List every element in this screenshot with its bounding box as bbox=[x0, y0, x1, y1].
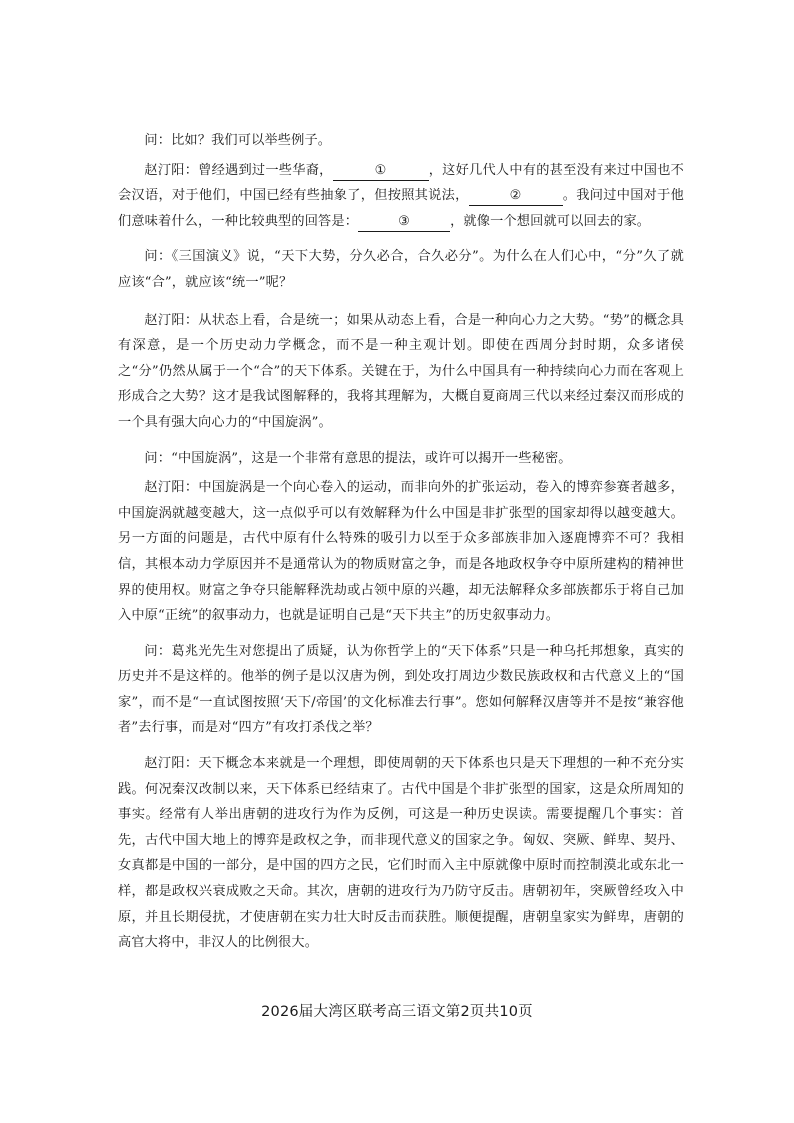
answer-paragraph: 赵汀阳：从状态上看，合是统一；如果从动态上看，合是一种向心力之大势。“势”的概念具有深意，是一个历史动力学概念，而不是一种主观计划。即使在西周分封时期，众多诸侯之“分”仍然从属于一个“合”的天下体系。关键在于，为什么中国具有一种持续向心力而在客观上形成合之大势？这才是我试图解释的，我将其理解为，大概自夏商周三代以来经过秦汉而形成的一个具有强大向心力的“中国旋涡”。 bbox=[118, 312, 684, 430]
page-footer: 2026届大湾区联考高三语文第2页共10页 bbox=[261, 1004, 533, 1020]
blank-1[interactable]: ① bbox=[333, 162, 429, 181]
answer-paragraph: 赵汀阳：天下概念本来就是一个理想，即使周朝的天下体系也只是天下理想的一种不充分实践。何况秦汉改制以来，天下体系已经结束了。古代中国是个非扩张型的国家，这是众所周知的事实。经常有人举出唐朝的进攻行为作为反例，可这是一种历史误读。需要提醒几个事实：首先，古代中国大地上的博弈是政权之争，而非现代意义的国家之争。匈奴、突厥、鲜卑、契丹、女真都是中国的一部分，是中国的四方之民，它们时而入主中原就像中原时而控制漠北或东北一样，都是政权兴衰成败之天命。其次，唐朝的进攻行为乃防守反击。唐朝初年，突厥曾经攻入中原，并且长期侵扰，才使唐朝在实力壮大时反击而获胜。顺便提醒，唐朝皇家实为鲜卑，唐朝的高官大将中，非汉人的比例很大。 bbox=[118, 756, 684, 951]
answer-paragraph-with-blanks bbox=[118, 158, 684, 235]
answer-text-segment: 。我问过中国对于他们意味着什么，一种比较典型的回答是： bbox=[118, 188, 684, 229]
question-paragraph: 问：比如？我们可以举些例子。 bbox=[144, 133, 332, 148]
answer-text-segment: 赵汀阳：曾经遇到过一些华裔， bbox=[144, 162, 333, 178]
answer-text-segment: ，这好几代人中有的甚至没有来过中国也不会汉语，对于他们，中国已经有些抽象了，但按照其说法， bbox=[118, 162, 684, 204]
blank-2[interactable]: ② bbox=[469, 187, 563, 206]
answer-paragraph: 赵汀阳：中国旋涡是一个向心卷入的运动，而非向外的扩张运动，卷入的博弈参赛者越多，中国旋涡就越变越大，这一点似乎可以有效解释为什么中国是非扩张型的国家却得以越变越大。另一方面的问题是，古代中原有什么特殊的吸引力以至于众多部族非加入逐鹿博弈不可？我相信，其根本动力学原因并不是通常认为的物质财富之争，而是各地政权争夺中原所建构的精神世界的使用权。财富之争夺只能解释洗劫或占领中原的兴趣，却无法解释众多部族都乐于将自己加入中原“正统”的叙事动力，也就是证明自己是“天下共主”的历史叙事动力。 bbox=[118, 480, 684, 624]
document-body bbox=[118, 128, 684, 956]
blank-3[interactable]: ③ bbox=[358, 213, 450, 232]
answer-text-segment: ，就像一个想回就可以回去的家。 bbox=[450, 213, 651, 229]
question-paragraph: 问：“中国旋涡”，这是一个非常有意思的提法，或许可以揭开一些秘密。 bbox=[144, 450, 572, 466]
question-paragraph: 问：葛兆光先生对您提出了质疑，认为你哲学上的“天下体系”只是一种乌托邦想象，真实的历史并不是这样的。他举的例子是以汉唐为例，到处攻打周边少数民族政权和古代意义上的“国家”，而不是“一直试图按照‘天下/帝国’的文化标准去行事”。您如何解释汉唐等并不是按“兼容他者”去行事，而是对“四方”有攻打杀伐之举？ bbox=[118, 643, 684, 736]
question-paragraph: 问：《三国演义》说，“天下大势，分久必合，合久必分”。为什么在人们心中，“分”久了就应该“合”，就应该“统一”呢？ bbox=[118, 249, 684, 290]
